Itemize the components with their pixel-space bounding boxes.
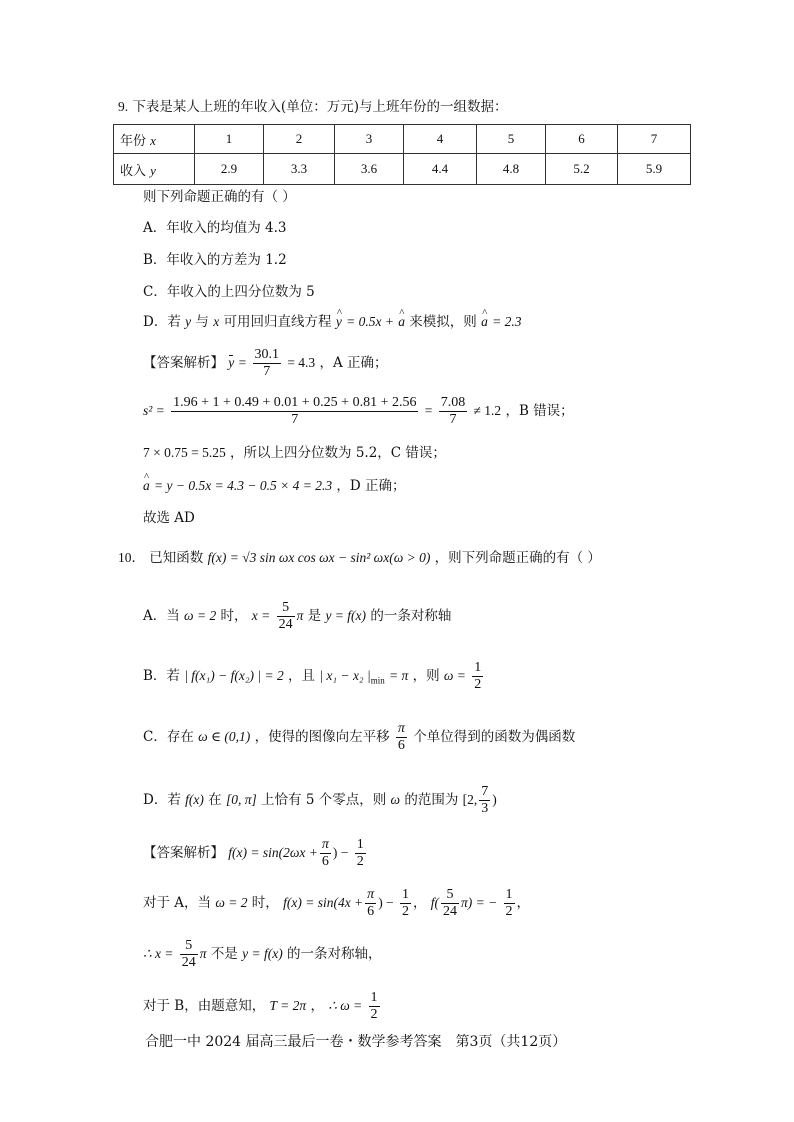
table-row-header: 收入 y xyxy=(114,154,195,185)
q9-option-c: C．年收入的上四分位数为 5 xyxy=(143,284,315,300)
q10-option-d: D．若 f(x) 在 [0, π] 上恰有 5 个零点，则 ω 的范围为 [2, $\frac{7}{3}$ ) xyxy=(143,784,497,816)
table-cell: 3.3 xyxy=(264,154,335,185)
q10-option-c: C．存在 ω ∈ (0,1) ，使得的图像向左平移 $\frac{\pi}{6}$ 个单位得到的函数为偶函数 xyxy=(143,721,576,753)
table-row-header: 年份 x xyxy=(114,125,195,154)
table-row xyxy=(114,125,691,154)
q10-analysis-a: 对于 A，当 ω = 2 时， f(x) = sin(4x + $\frac{\pi}{6}$ ) − $\frac{1}{2}$ ， f( $\frac{5}{24}$ π) = − $\frac{1}{2}$ ， xyxy=(143,887,531,919)
q10-option-b: B．若 | f(x₁) − f(x₂) | = 2 ，且 | x₁ − x₂ $|_{min} = \pi$ ，则 ω = $\frac{1}{2}$ xyxy=(143,660,482,692)
q10-stem: 10． 已知函数 f(x) = √3 sin ωx cos ωx − sin² ωx(ω > 0) ，则下列命题正确的有（ ） xyxy=(118,550,601,566)
table-cell: 5.2 xyxy=(546,154,618,185)
q10-number: 10． xyxy=(118,550,145,565)
analysis-tag: 【答案解析】 xyxy=(143,845,224,861)
q9-option-a: A．年收入的均值为 4.3 xyxy=(143,220,287,236)
table-cell: 2 xyxy=(264,125,335,154)
table-cell: 4 xyxy=(404,125,477,154)
page-footer: 合肥一中 2024 届高三最后一卷・数学参考答案 第3页（共12页） xyxy=(145,1034,567,1050)
q9-analysis-intercept: ^ a = y − 0.5x = 4.3 − 0.5 × 4 = 2.3 ，D 正确； xyxy=(143,477,406,495)
q9-answer: 故选 AD xyxy=(143,510,195,526)
table-cell: 4.4 xyxy=(404,154,477,185)
q9-stem-text: 下表是某人上班的年收入(单位：万元)与上班年份的一组数据： xyxy=(132,99,508,115)
table-cell: 3 xyxy=(335,125,404,154)
table-cell: 5.9 xyxy=(618,154,691,185)
analysis-tag: 【答案解析】 xyxy=(143,355,224,371)
q9-number: 9. xyxy=(118,99,129,114)
q9-data-table xyxy=(113,124,691,185)
q9-analysis-mean: 【答案解析】 y = $\frac{30.1}{7}$ = 4.3 ，A 正确； xyxy=(143,347,388,379)
q10-analysis-f: 【答案解析】 f(x) = sin(2ωx + $\frac{\pi}{6}$ ) − $\frac{1}{2}$ xyxy=(143,837,364,869)
q9-stem xyxy=(118,98,507,116)
q9-option-d: D．若 y 与 x 可用回归直线方程 ^ y = 0.5x + ^ a 来模拟，则 ^ a = 2.3 xyxy=(143,313,522,331)
q9-analysis-variance: s² = $\frac{1.96 + 1 + 0.49 + 0.01 + 0.25 + 0.81 + 2.56}{7}$ = $\frac{7.08}{7}$ ≠ 1.2 ，B 错误； xyxy=(143,395,574,427)
q10-analysis-b: 对于 B，由题意知， T = 2π ， ∴ ω = $\frac{1}{2}$ xyxy=(143,990,378,1022)
q9-prompt: 则下列命题正确的有（ ） xyxy=(143,189,296,205)
table-row xyxy=(114,154,691,185)
table-cell: 7 xyxy=(618,125,691,154)
q9-analysis-quartile: 7 × 0.75 = 5.25 ，所以上四分位数为 5.2，C 错误； xyxy=(143,445,446,461)
table-cell: 6 xyxy=(546,125,618,154)
table-cell: 3.6 xyxy=(335,154,404,185)
q10-analysis-axis: ∴ x = $\frac{5}{24}$ π 不是 y = f(x) 的一条对称轴， xyxy=(143,938,382,970)
table-cell: 4.8 xyxy=(477,154,546,185)
table-cell: 2.9 xyxy=(195,154,264,185)
table-cell: 5 xyxy=(477,125,546,154)
q9-option-b: B．年收入的方差为 1.2 xyxy=(143,252,287,268)
q10-option-a: A．当 ω = 2 时， x = $\frac{5}{24}$ π 是 y = f(x) 的一条对称轴 xyxy=(143,600,452,632)
table-cell: 1 xyxy=(195,125,264,154)
